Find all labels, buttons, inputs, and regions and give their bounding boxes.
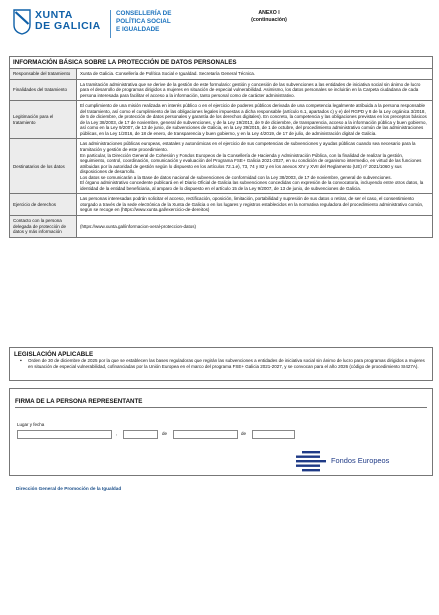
logo-line-2: DE GALICIA (35, 20, 101, 32)
row-label: Contacto con la persona delegada de protección de datos y más información (10, 216, 77, 238)
conselleria-name (116, 10, 171, 34)
annex-continuation: (continuación) (251, 17, 287, 23)
row-label: Finalidades del tratamiento (10, 79, 77, 101)
logo-divider (110, 10, 111, 38)
row-paragraph: La tramitación administrativa que se derive de la gestión de este formulario: gestión y concesión de las subvenciones a las entidades de iniciativa social sin ánimo de lucro para el desarrollo de programas dirigidos a mujeres en situación de especial vulnerabilidad. Asimismo, los datos personales se incluirán en la Carpeta ciudadana de cada persona interesada para facilitar el acceso a la información, tanto personal como de carácter administrativo. (80, 81, 421, 98)
table-row (10, 194, 433, 216)
row-value (77, 194, 433, 216)
row-paragraph: Xunta de Galicia. Consellería de Política Social e Igualdad. Secretaría General Técnica. (80, 71, 256, 76)
table-row (10, 69, 433, 80)
row-label: Legitimación para el tratamiento (10, 101, 77, 139)
document-header (13, 7, 433, 47)
row-paragraph: El órgano administrativo concedente publicará en el Diario Oficial de Galicia las subvenciones concedidas con expresión de la convocatoria, incluyendo entre otros datos, la identidad de la entidad beneficiaria, al amparo de lo dispuesto en el artículo 15 de la Ley 9/2007, de 13 de junio, de subvenciones de Galicia. (80, 180, 424, 191)
row-paragraph: Los datos se comunicarán a la Base de datos nacional de subvenciones de conformidad con la Ley 38/2003, de 17 de noviembre, general de subvenciones. (80, 174, 392, 180)
conselleria-line-1: CONSELLERÍA DE (116, 10, 172, 17)
conselleria-line-2: POLÍTICA SOCIAL (116, 18, 171, 25)
fondos-europeos-label: Fondos Europeos (331, 456, 390, 465)
legislation-section (9, 347, 433, 381)
data-protection-table (9, 68, 433, 238)
table-row (10, 139, 433, 194)
row-paragraph: El cumplimiento de una misión realizada en interés público o en el ejercicio de poderes públicos derivada de una competencia legalmente atribuida a la persona responsable del tratamiento, así como el cumplimiento de las obligaciones legales impuestas a dicha responsable (artículo 6.1, apartados c) y e) del RGPD y 8 de la Ley orgánica 3/2018, de 5 de diciembre, de protección de datos personales y garantía de los derechos digitales). En concreto, la competencia y las obligaciones previstas en los preceptos básicos de la Ley 38/2003, de 17 de noviembre, general de subvenciones, y de la Ley 19/2013, de 9 de diciembre, de transparencia, acceso a la información pública y buen gobierno, así como en la Ley 9/2007, de 13 de junio, de subvenciones de Galicia, en la Ley 39/2015, de 1 de octubre, del procedimiento administrativo común de las administraciones públicas, en la Ley 1/2016, de 18 de enero, de transparencia y buen gobierno, y en la Ley 4/2019, de 17 de julio, de administración digital de Galicia. (80, 103, 427, 136)
month-field[interactable] (173, 430, 238, 439)
row-paragraph: Las administraciones públicas europeas, estatales y autonómicas en el ejercicio de sus competencias de subvenciones y ayudas públicas cuando sea necesario para la tramitación y gestión de este procedimiento. (80, 141, 416, 153)
date-connector-1: de (162, 431, 168, 436)
row-label: Ejercicio de derechos (10, 194, 77, 216)
row-label: Responsable del tratamiento (10, 69, 77, 80)
legislation-text: Orden de 30 de diciembre de 2025 por la que se establecen las bases reguladoras que regirán las subvenciones a entidades de iniciativa social sin ánimo de lucro para programas dirigidos a mujeres en situación de especial vulnerabilidad, cofinanciadas por la Unión Europea en el marco del programa FSE+ Galicia 2021-2027, y se convocan para el año 2026 (código de procedimiento SI427A). (28, 358, 425, 369)
row-paragraph: Las personas interesadas podrán solicitar el acceso, rectificación, oposición, limitación, portabilidad y supresión de sus datos o retirar, de ser el caso, el consentimiento otorgado a través de la sede electrónica de la Xunta de Galicia o en los lugares y registros establecidos en la normativa reguladora del procedimiento administrativo común, según se recoge en (https://www.xunta.gal/exercicio-de-dereitos) (80, 196, 424, 213)
day-field[interactable] (123, 430, 158, 439)
table-row (10, 79, 433, 101)
data-protection-title: INFORMACIÓN BÁSICA SOBRE LA PROTECCIÓN DE DATOS PERSONALES (9, 56, 433, 69)
place-date-separator: , (116, 431, 118, 436)
logo-line-1: XUNTA (35, 9, 73, 21)
row-value (77, 101, 433, 139)
signature-title: FIRMA DE LA PERSONA REPRESENTANTE (15, 398, 143, 405)
row-value (77, 79, 433, 101)
footer-directorate: Dirección General de Promoción de la Igualdad (16, 486, 122, 491)
row-paragraph: (https://www.xunta.gal/informacion-xeral-proteccion-datos) (80, 223, 197, 229)
signature-divider (15, 407, 427, 408)
conselleria-line-3: E IGUALDADE (116, 26, 160, 33)
annex-title: ANEXO I (258, 10, 280, 16)
xunta-logo (13, 7, 213, 45)
logo-text (35, 10, 101, 32)
row-value (77, 139, 433, 194)
row-value (77, 216, 433, 238)
annex-heading (225, 10, 313, 24)
bullet-icon: ▪ (20, 358, 22, 364)
row-label: Destinatarios de los datos (10, 139, 77, 194)
table-row (10, 216, 433, 238)
eu-flag-icon (296, 450, 327, 475)
place-date-label: Lugar y fecha (17, 422, 45, 427)
row-value (77, 69, 433, 80)
place-field[interactable] (17, 430, 112, 439)
date-connector-2: de (241, 431, 247, 436)
year-field[interactable] (252, 430, 295, 439)
row-paragraph: En particular, la Dirección General de Cohesión y Fondos Europeos de la Consellería de Hacienda y Administración Pública, con la finalidad de realizar la gestión, seguimiento, control, coordinación, comunicación y evaluación del Programa FSE+ Galicia 2021-2027, en su condición de organismo intermedio, en virtud de las funciones atribuidas por la autoridad de gestión según lo dispuesto en los artículos 72.1.e), 73, 74 y 82 y en los anexos XIV y XVII del Reglamento (UE) nº 2021/1060 y sus disposiciones de desarrollo. (80, 152, 422, 175)
table-row (10, 101, 433, 139)
legislation-title: LEGISLACIÓN APLICABLE (14, 351, 94, 358)
xunta-shield-icon (13, 9, 31, 35)
